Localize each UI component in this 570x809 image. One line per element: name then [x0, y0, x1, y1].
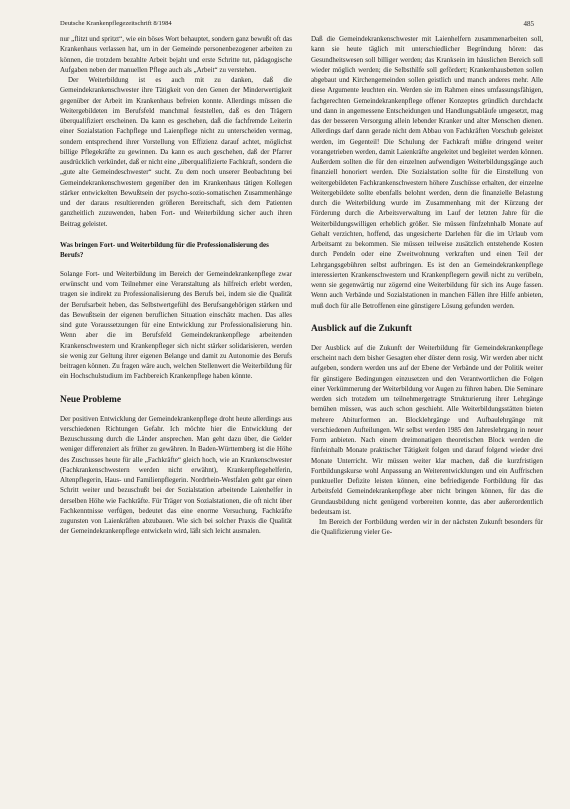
section-heading: Was bringen Fort- und Weiterbildung für die Professionalisierung des Berufs? — [60, 240, 269, 259]
running-head — [60, 18, 534, 30]
section-heading: Ausblick auf die Zukunft — [311, 323, 412, 334]
paragraph: Im Bereich der Fortbildung werden wir in der nächsten Zukunft besonders für die Qualifizierung vieler Ge- — [311, 518, 543, 537]
page-number: 485 — [523, 20, 534, 28]
paragraph: Der positiven Entwicklung der Gemeindekrankenpflege droht heute allerdings aus verschiedenen Richtungen Gefahr. Ich möchte hier die Entwicklung der Bezuschussung durch die Länder ansprechen. Man geht dazu über, die Gelder weniger differenziert als früher zu gewähren. In Baden-Württemberg ist die Höhe des Zuschusses heute für alle „Fachkräfte“ gleich hoch, wie an Krankenschwester (Fachkrankenschwestern werden nicht erwähnt), Krankenpflegehelferin, Altenpflegerin, Haus- und Familienpflegerin. Nordrhein-Westfalen geht gar einen Schritt weiter und bezuschußt bei der Sozialstation arbeitende Laienhelfer in derselben Höhe wie Fachkräfte. Für Träger von Sozialstationen, die oft nicht über Fachkenntnisse verfügen, bedeutet das eine enorme Versuchung, Fachkräfte zugunsten von Laienkräften abzubauen. Wie sich bei solcher Praxis die Qualität der Gemeindekrankenpflege entwickeln wird, läßt sich leicht ausmalen. — [60, 414, 292, 536]
right-column — [311, 34, 543, 799]
left-column — [60, 34, 292, 799]
section-heading: Neue Probleme — [60, 394, 122, 405]
paragraph: Der Weiterbildung ist es auch mit zu danken, daß die Gemeindekrankenschwester ihre Tätigkeit von den Genen der Minderwertigkeit gegenüber der Arbeit im Krankenhaus befreien konnte. Allerdings müssen die Weitergebildeten im Berufsfeld manchmal feststellen, daß es den Trägern überqualifiziert erscheinen. Da kann es geschehen, daß die fachfremde Leiterin einer Sozialstation Fachpflege und Laienpflege nicht zu unterscheiden vermag, sondern entsprechend ihrer Vorstellung von Effizienz darauf achtet, möglichst billige Pflegekräfte zu gewinnen. Da kann es auch geschehen, daß der Pfarrer ausdrücklich verkündet, daß er nicht eine „überqualifizierte Fachkraft, sondern die „gute alte Gemeindeschwester“ sucht. Zu dem noch unserer Beobachtung bei Gemeindekrankenschwestern gegenüber den im Krankenhaus tätigen Kollegen stärker entwickelten Bewußtsein der psycho-sozio-somatischen Zusammenhänge und der daraus resultierenden größeren Bereitschaft, sich dem Patienten ganzheitlich zuzuwenden, haben Fort- und Weiterbildung sicher auch ihren Beitrag geleistet. — [60, 76, 292, 228]
paragraph: Der Ausblick auf die Zukunft der Weiterbildung für Gemeindekrankenpflege erscheint nach dem bisher Gesagten eher düster denn rosig. Wir werden aber nicht aufgeben, sondern werden uns auf der Ebene der Verbände und der Politik weiter für günstigere Bedingungen einzusetzen und den Verantwortlichen die Folgen einer Verkümmerung der Weiterbildung vor Augen zu führen haben. Die Seminare werden sich trotzdem um teilnehmergetragte Strukturierung ihrer Lehrgänge bemühen müssen, was auch schon geschieht. Alle Weiterbildungsstätten bieten mehrere Abiturformen an. Blocklehrgänge und Aufbaulehrgänge mit verschiedenen Aufteilungen. Wir selbst werden 1985 den Jahreslehrgang in neuer Form anbieten. Nach einem dreimonatigen theoretischen Block werden die fünfeinhalb Monate praktischer Tätigkeit folgen und darauf folgend wieder drei Monate Unterricht. Wir müssen weiter klar machen, daß die kurzfristigen Fortbildungskurse wohl Anpassung an Weiterentwicklungen und ein Auffrischen punktueller Defizite leisten können, eine befriedigende Fortbildung für das Arbeitsfeld Gemeindekrankenpflege aber nicht bringen können, für das die Grundausbildung nicht genügend vorbereiten konnte, das aber außerordentlich bedeutsam ist. — [311, 343, 543, 516]
paragraph: nur „flitzt und spritzt“, wie ein böses Wort behauptet, sondern ganz bewußt oft das Krankenhaus verlassen hat, um in der Gemeinde personenbezogener arbeiten zu können, die trotzdem bezahlte Arbeit bejaht und erste Schritte tut, pädagogische Aufgaben neben der manuellen Pflege auch als „Arbeit“ zu verstehen. — [60, 35, 292, 74]
paragraph: Daß die Gemeindekrankenschwester mit Laienhelfern zusammenarbeiten soll, kann sie heute täglich mit unterschiedlicher Begründung hören: das Gesundheitswesen soll billiger werden; das Kranksein im häuslichen Bereich soll wieder möglich werden; die Selbsthilfe soll gefördert; Krankenhausbetten sollen abgebaut und Kirchengemeinden sollen geistlich und manch anderes mehr. Alle diese Argumente leuchten ein. Werden sie im Rahmen eines umfassungsfähigen, fachgerechten Gemeindekrankenpflege offener Konzeptes gründlich durchdacht und dann in angemessene Entscheidungen und Handlungsabläufe umgesetzt, mag das der besseren Versorgung allein lebender Kranker und alter Menschen dienen. Allerdings darf dann gerade nicht dem Abbau von Fachkräften Vorschub geleistet werden, im Gegenteil! Die Schulung der Fachkraft müßte dringend weiter vorangetrieben werden, damit Laienkräfte angeleitet und begleitet werden können. Außerdem sollten die für den einzelnen aufwendigen Weiterbildungsgänge auch finanziell honoriert werden. Die Sozialstation sollte für die Einstellung von weitergebildeten Fachkrankenschwestern höhere Zuschüsse erhalten, der einzelne Weitergebildete sollte ebenfalls belohnt werden, denn die finanzielle Belastung durch die Weiterbildung wurde im Zusammenhang mit der Kürzung der Förderung durch die Arbeitsverwaltung im Lauf der letzten Jahre für die Weiterbildungswilligen erheblich größer. Sie müssen fünfzehnhalb Monate auf Gehalt verzichten, hoffend, das ungesicherte Darlehen für die im Urlaub vom Arbeitsamt zu bekommen. Sie müssen teilweise zusätzlich entstehende Kosten durch Pendeln oder eine Zweitwohnung verkraften und einen Teil der Lehrgangsgebühren selbst aufbringen. Es ist den an Gemeindekrankenpflege interessierten Krankenschwestern und Krankenpflegern gewiß nicht zu verübeln, wenn sie gegenwärtig nur zögernd eine Weiterbildung für sich ins Auge fassen. Wenn auch Verbände und Sozialstationen in manchen Fällen ihre Hilfe anbieten, muß doch für alle Betroffenen eine günstigere Lösung gefunden werden. — [311, 35, 543, 310]
journal-title: Deutsche Krankenpflegezeitschrift 8/1984 — [60, 20, 172, 27]
paragraph: Solange Fort- und Weiterbildung im Bereich der Gemeindekrankenpflege zwar erwünscht und vom Teilnehmer eine Veranstaltung als hilfreich erlebt werden, tragen sie indirekt zu Professionalisierung des Berufs bei, indem sie die Qualität der Berufsarbeit heben, das Selbstwertgefühl des Berufsangehörigen stärken und das Bewußtsein der eigenen beruflichen Situation einschätz machen. Das alles sind gute Voraussetzungen für eine Entwicklung zur Professionalisierung hin. Wenn aber die im Berufsfeld Gemeindekrankenpflege arbeitenden Krankenschwestern und Krankenpfleger sich nicht stärker solidarisieren, werden sie wenig zur Geltung ihrer eigenen Belange und damit zu Autonomie des Berufs beitragen können. Zu fragen wäre auch, welchen Stellenwert die Weiterbildung für ein Hochschulstudium im Fachbereich Krankenpflege haben könnte. — [60, 269, 292, 381]
